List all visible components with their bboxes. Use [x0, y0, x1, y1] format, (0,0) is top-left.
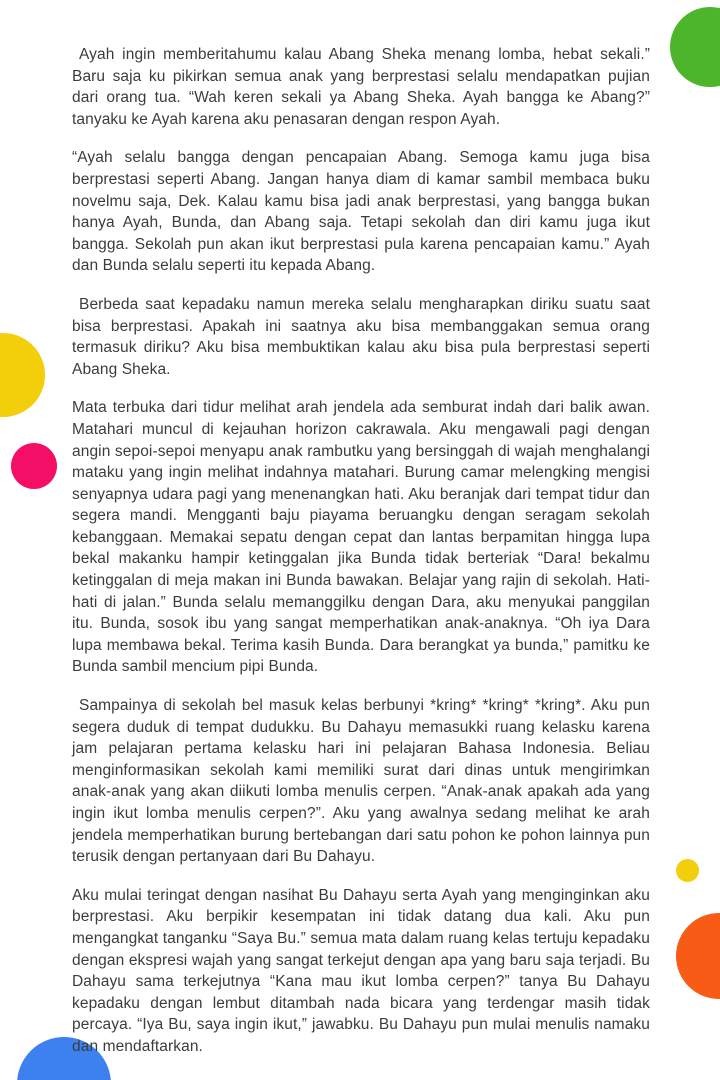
story-text-body — [72, 44, 650, 1075]
yellow-circle-large-decoration — [0, 333, 45, 417]
story-paragraph-6: Aku mulai teringat dengan nasihat Bu Dahayu serta Ayah yang menginginkan aku berprestasi. Aku berpikir kesempatan ini tidak datang dua kali. Aku pun mengangkat tanganku “Saya Bu.” semua mata dalam ruang kelas tertuju kepadaku dengan ekspresi wajah yang sangat terkejut dengan apa yang baru saja terjadi. Bu Dahayu sama terkejutnya “Kana mau ikut lomba cerpen?” tanya Bu Dahayu kepadaku dengan lembut ditambah nada bicara yang terdengar masih tidak percaya. “Iya Bu, saya ingin ikut,” jawabku. Bu Dahayu pun mulai menulis namaku dan mendaftarkan. — [72, 886, 650, 1055]
orange-circle-decoration — [676, 913, 720, 999]
story-paragraph-1: Ayah ingin memberitahumu kalau Abang Sheka menang lomba, hebat sekali.” Baru saja ku pikirkan semua anak yang berprestasi selalu mendapatkan pujian dari orang tua. “Wah keren sekali ya Abang Sheka. Ayah bangga ke Abang?” tanyaku ke Ayah karena aku penasaran dengan respon Ayah. — [72, 46, 650, 128]
story-paragraph-2: “Ayah selalu bangga dengan pencapaian Abang. Semoga kamu juga bisa berprestasi seperti Abang. Jangan hanya diam di kamar sambil membaca buku novelmu saja, Dek. Kalau kamu bisa jadi anak berprestasi, yang bangga bukan hanya Ayah, Bunda, dan Abang saja. Tetapi sekolah dan diri kamu juga ikut bangga. Sekolah pun akan ikut berprestasi pula karena pencapaian kamu.” Ayah dan Bunda selalu seperti itu kepada Abang. — [72, 149, 650, 275]
green-circle-decoration — [670, 7, 720, 87]
pink-circle-decoration — [11, 443, 57, 489]
story-paragraph-5: Sampainya di sekolah bel masuk kelas berbunyi *kring* *kring* *kring*. Aku pun segera duduk di tempat dudukku. Bu Dahayu memasukki ruang kelasku karena jam pelajaran pertama kelasku hari ini pelajaran Bahasa Indonesia. Beliau menginformasikan sekolah kami memiliki surat dari dinas untuk mengirimkan anak-anak yang akan diikuti lomba menulis cerpen. “Anak-anak apakah ada yang ingin ikut lomba menulis cerpen?”. Aku yang awalnya sedang melihat ke arah jendela memperhatikan burung bertebangan dari satu pohon ke pohon lainnya pun terusik dengan pertanyaan dari Bu Dahayu. — [72, 697, 650, 866]
yellow-circle-small-decoration — [676, 859, 699, 882]
story-paragraph-4: Mata terbuka dari tidur melihat arah jendela ada semburat indah dari balik awan. Matahari muncul di kejauhan horizon cakrawala. Aku mengawali pagi dengan angin sepoi-sepoi menyapu anak rambutku yang bersinggah di wajah menghalangi mataku yang ingin melihat indahnya matahari. Burung camar melengking mengisi senyapnya udara pagi yang menenangkan hati. Aku beranjak dari tempat tidur dan segera mandi. Mengganti baju piayama beruangku dengan seragam sekolah kebanggaan. Memakai sepatu dengan cepat dan lantas berpamitan hingga lupa bekal makanku hampir ketinggalan jika Bunda tidak berteriak “Dara! bekalmu ketinggalan di meja makan ini Bunda bawakan. Belajar yang rajin di sekolah. Hati-hati di jalan.” Bunda selalu memanggilku dengan Dara, aku menyukai panggilan itu. Bunda, sosok ibu yang sangat memperhatikan anak-anaknya. “Oh iya Dara lupa membawa bekal. Terima kasih Bunda. Dara berangkat ya bunda,” pamitku ke Bunda sambil mencium pipi Bunda. — [72, 399, 650, 676]
story-paragraph-3: Berbeda saat kepadaku namun mereka selalu mengharapkan diriku suatu saat bisa berprestasi. Apakah ini saatnya aku bisa membanggakan semua orang termasuk diriku? Aku bisa membuktikan kalau aku bisa pula berprestasi seperti Abang Sheka. — [72, 295, 650, 378]
